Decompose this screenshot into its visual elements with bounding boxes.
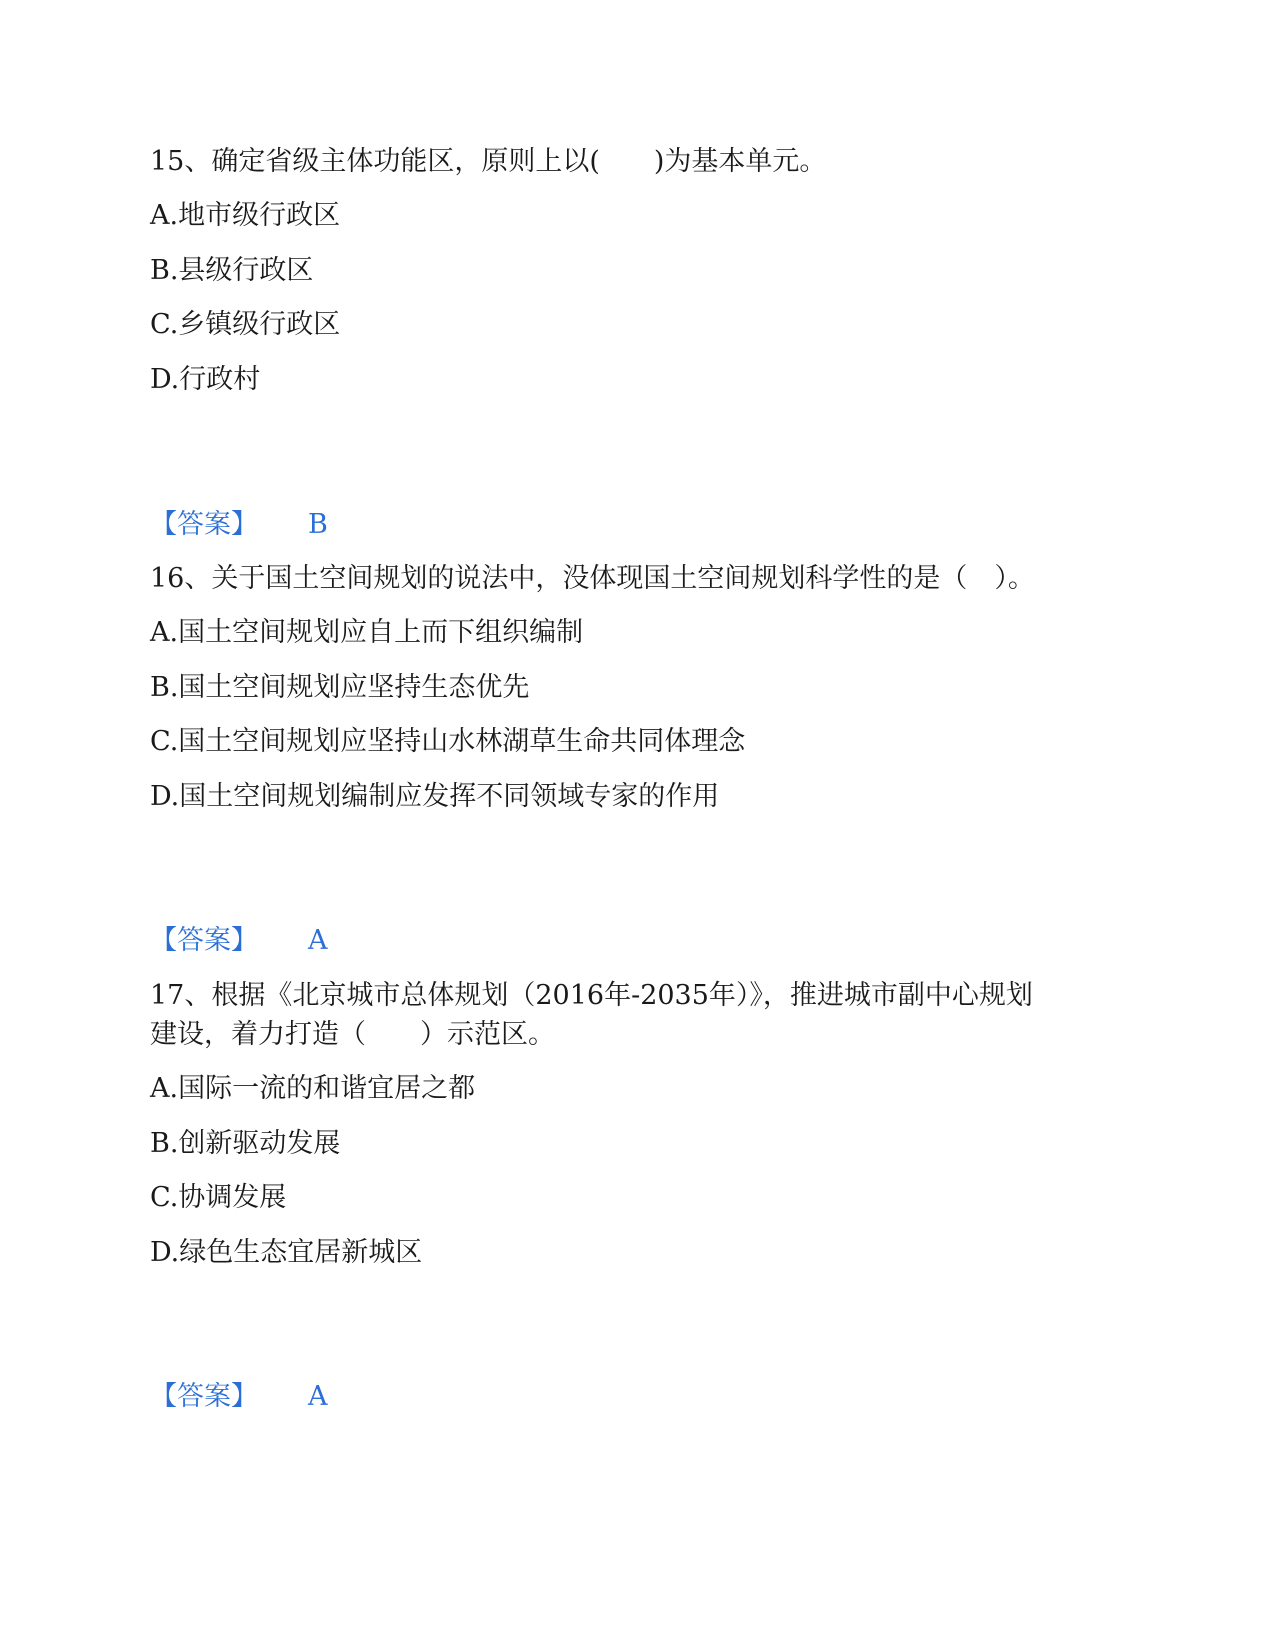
question-17-option-b: B.创新驱动发展	[150, 1128, 341, 1159]
question-15-option-d: D.行政村	[150, 364, 261, 395]
answer-value: A	[308, 925, 328, 956]
question-15-option-c: C.乡镇级行政区	[150, 309, 341, 340]
question-17-option-c: C.协调发展	[150, 1182, 287, 1213]
question-15-option-a: A.地市级行政区	[150, 200, 341, 231]
question-17-stem-line-1: 17、根据《北京城市总体规划（2016年-2035年）》，推进城市副中心规划	[150, 980, 1033, 1011]
question-16-option-c: C.国土空间规划应坚持山水林湖草生命共同体理念	[150, 726, 746, 757]
answer-value: A	[308, 1381, 328, 1412]
question-17-option-d: D.绿色生态宜居新城区	[150, 1237, 423, 1268]
question-15-stem: 15、确定省级主体功能区，原则上以( )为基本单元。	[150, 146, 827, 177]
question-15-option-b: B.县级行政区	[150, 255, 314, 286]
answer-tag: 【答案】	[150, 509, 258, 540]
question-17-answer	[150, 1377, 328, 1417]
answer-tag: 【答案】	[150, 925, 258, 956]
question-16-answer	[150, 921, 328, 961]
answer-tag: 【答案】	[150, 1381, 258, 1412]
question-16-stem: 16、关于国土空间规划的说法中，没体现国土空间规划科学性的是（ ）。	[150, 563, 1035, 594]
question-17-stem-line-2: 建设，着力打造（ ）示范区。	[150, 1019, 555, 1050]
question-16-option-d: D.国土空间规划编制应发挥不同领域专家的作用	[150, 781, 720, 812]
answer-value: B	[308, 509, 328, 540]
question-17-option-a: A.国际一流的和谐宜居之都	[150, 1073, 476, 1104]
question-16-option-a: A.国土空间规划应自上而下组织编制	[150, 617, 584, 648]
question-15-answer	[150, 505, 328, 545]
question-16-option-b: B.国土空间规划应坚持生态优先	[150, 672, 530, 703]
